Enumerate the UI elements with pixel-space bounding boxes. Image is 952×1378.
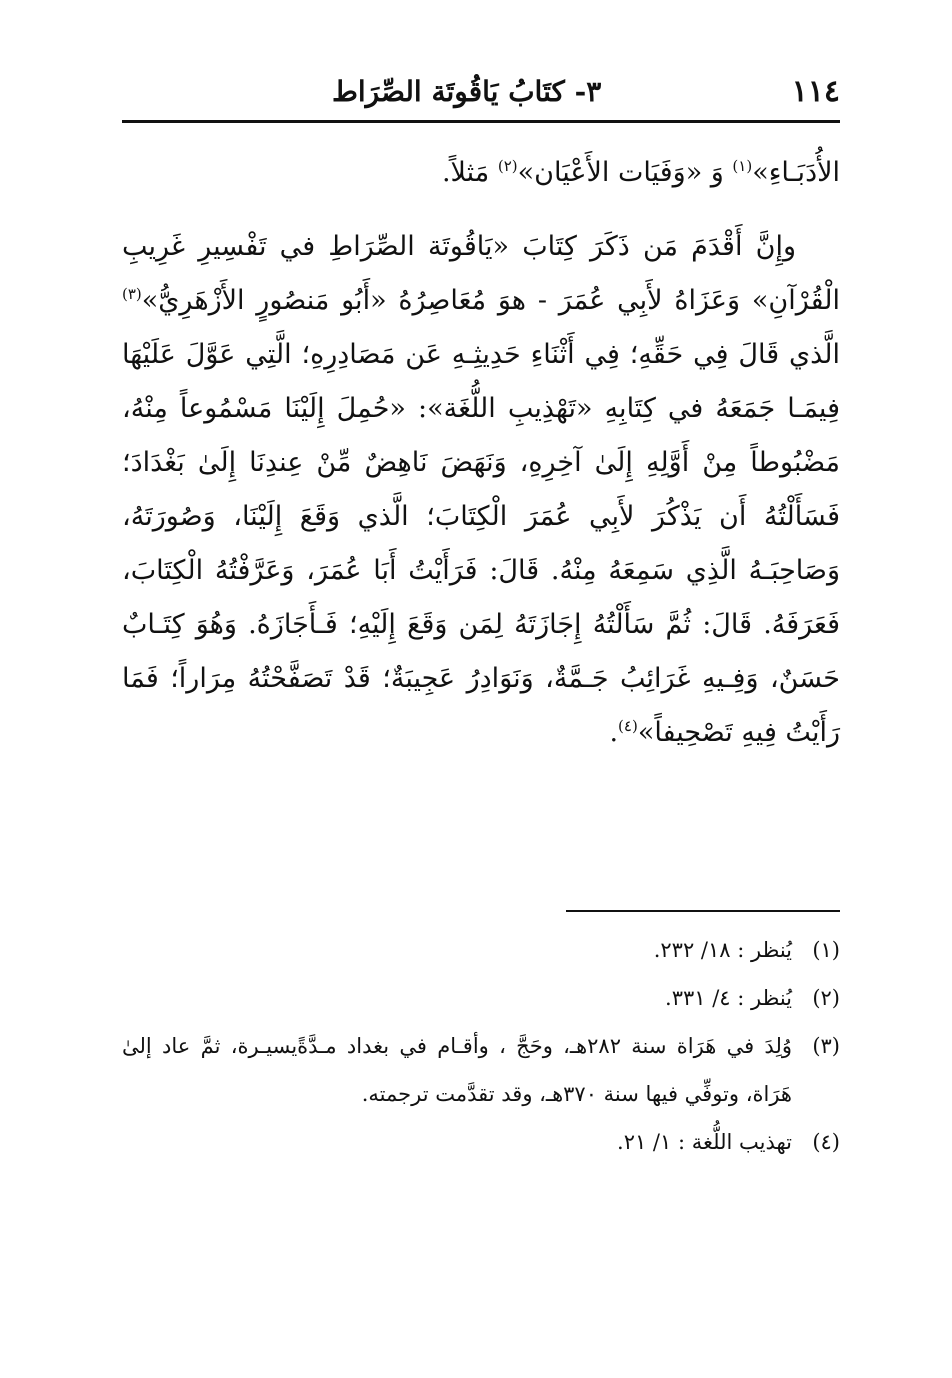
footnote-ref-4: (٤) xyxy=(618,717,638,735)
footnote-ref-2: (٢) xyxy=(497,157,518,175)
header-rule xyxy=(122,120,840,123)
paragraph-2-text-c: . xyxy=(609,717,619,748)
paragraph-2-text-a: وإِنَّ أَقْدَمَ مَن ذَكَرَ كِتَابَ «يَاقُوتَة الصِّرَاطِ في تَفْسِيرِ غَرِيبِ الْقُرْآنِ» وَعَزَاهُ لأَبِي عُمَرَ - هوَ مُعَاصِرُهُ «أَبُو مَنصُورٍ الأَزْهَرِيُّ» xyxy=(122,231,840,316)
footnote-3 xyxy=(122,1022,840,1118)
footnote-ref-1: (١) xyxy=(732,157,753,175)
main-text xyxy=(122,146,840,760)
footnote-text: يُنظر : ٤/ ٣٣١. xyxy=(665,986,792,1010)
footnote-text: وُلِدَ في هَرَاة سنة ٢٨٢هـ، وحَجَّ ، وأقـام في بغداد مـدَّةًيسيـرة، ثمَّ عاد إلىٰ هَرَاة، وتوفِّي فيها سنة ٣٧٠هـ، وقد تقدَّمت ترجمته. xyxy=(122,1034,792,1106)
footnote-ref-3: (٣) xyxy=(122,285,142,303)
paragraph-1-text-a: الأُدَبَـاءِ» xyxy=(752,157,840,188)
footnote-4 xyxy=(122,1118,840,1166)
footnote-rule xyxy=(566,910,840,912)
paragraph-1-text-c: مَثلاً. xyxy=(441,157,498,188)
footnotes xyxy=(122,926,840,1166)
chapter-title: ٣- كتَابُ يَاقُوتَة الصِّرَاط xyxy=(332,74,602,108)
paragraph-1 xyxy=(122,146,840,200)
running-head xyxy=(122,66,840,116)
footnote-2 xyxy=(122,974,840,1022)
footnote-number: (٢) xyxy=(812,986,840,1010)
paragraph-1-text-b: وَ «وَفَيَات الأَعْيَان» xyxy=(517,157,733,188)
footnote-number: (١) xyxy=(812,938,840,962)
paragraph-2 xyxy=(122,220,840,760)
footnote-text: تهذيب اللُّغة : ١/ ٢١. xyxy=(617,1130,792,1154)
footnote-text: يُنظر : ١٨/ ٢٣٢. xyxy=(653,938,792,962)
footnote-number: (٤) xyxy=(812,1130,840,1154)
page-number: ١١٤ xyxy=(791,73,840,109)
footnote-1 xyxy=(122,926,840,974)
footnote-number: (٣) xyxy=(812,1034,840,1058)
paragraph-2-text-b: الَّذي قَالَ فِي حَقِّهِ؛ فِي أَثْنَاءِ حَدِيثِـهِ عَن مَصَادِرِهِ؛ الَّتِي عَوَّلَ عَلَيْهَا فِيمَـا جَمَعَهُ في كِتَابِهِ «تَهْذِيبِ اللُّغَة»: «حُمِلَ إِلَيْنَا مَسْمُوعاً مِنْهُ، مَضْبُوطاً مِنْ أَوَّلِهِ إِلَىٰ آخِرِهِ، وَنَهَضَ نَاهِضٌ مِّنْ عِندِنَا إِلَىٰ بَغْدَادَ؛ فَسَأَلْتُهُ أَن يَذْكُرَ لأَبِي عُمَرَ الْكِتَابَ؛ الَّذي وَقَعَ إِلَيْنَا، وَصُورَتَهُ، وَصَاحِبَـهُ الَّذِي سَمِعَهُ مِنْهُ. قَالَ: فَرَأَيْتُ أَبَا عُمَرَ، وَعَرَّفْتُهُ الْكِتَابَ، فَعَرَفَهُ. قَالَ: ثُمَّ سَأَلْتُهُ إِجَازَتَهُ لِمَن وَقَعَ إِلَيْهِ؛ فَـأَجَازَهُ. وَهُوَ كِتَـابٌ حَسَنٌ، وَفِـيهِ غَرَائِبُ جَـمَّةٌ، وَنَوَادِرُ عَجِيبَةٌ؛ قَدْ تَصَفَّحْتُهُ مِرَاراً؛ فَمَا رَأَيْتُ فِيهِ تَصْحِيفاً» xyxy=(122,339,840,748)
